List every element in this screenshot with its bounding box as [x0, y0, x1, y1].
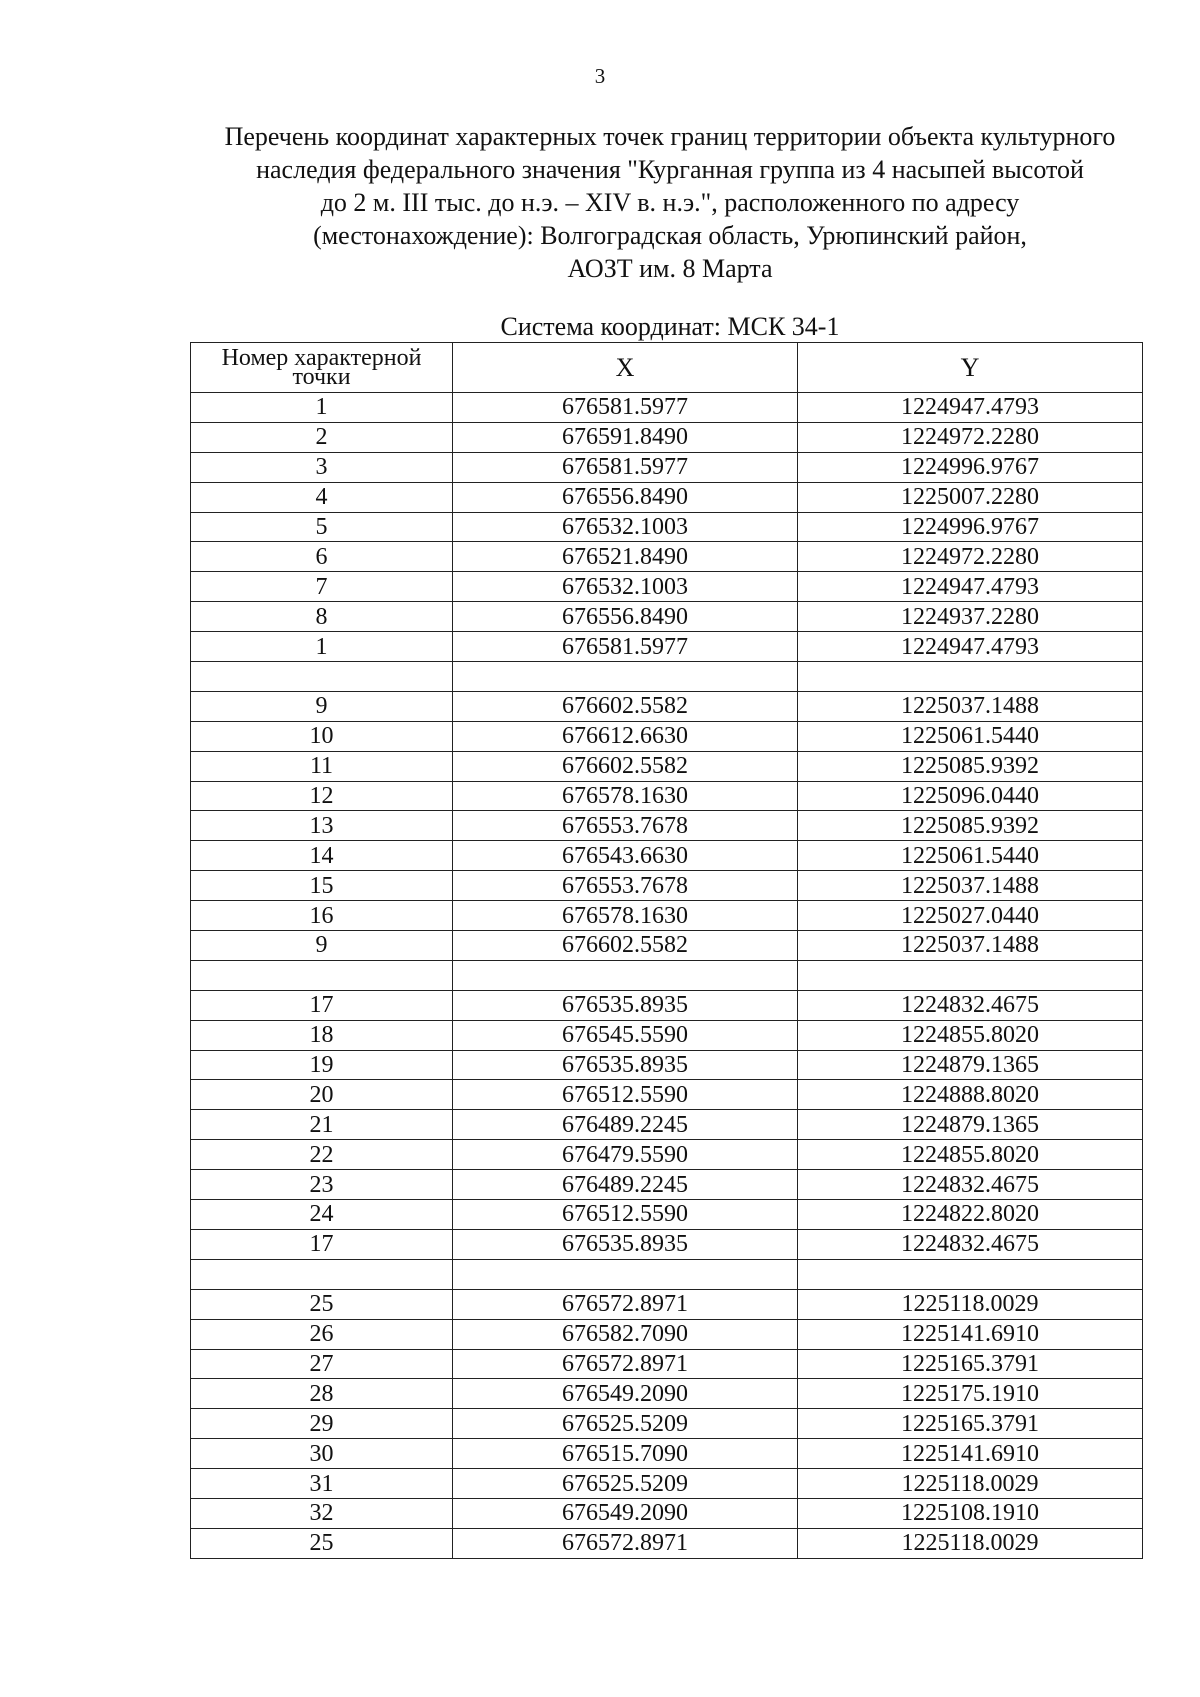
- header-x: X: [453, 343, 798, 393]
- point-number-cell: 22: [191, 1140, 453, 1170]
- table-row: [191, 1140, 1143, 1170]
- table-row: [191, 1349, 1143, 1379]
- y-cell: 1224947.4793: [798, 393, 1143, 423]
- heading-line: наследия федерального значения "Курганная группа из 4 насыпей высотой: [256, 155, 1084, 184]
- table-header-row: [191, 343, 1143, 393]
- point-number-cell: 20: [191, 1080, 453, 1110]
- point-number-cell: 11: [191, 751, 453, 781]
- x-cell: 676578.1630: [453, 781, 798, 811]
- x-cell: 676479.5590: [453, 1140, 798, 1170]
- y-cell: 1225108.1910: [798, 1498, 1143, 1528]
- point-number-cell: 17: [191, 990, 453, 1020]
- table-row: [191, 1050, 1143, 1080]
- table-row: [191, 931, 1143, 961]
- point-number-cell: 23: [191, 1170, 453, 1200]
- point-number-cell: 8: [191, 602, 453, 632]
- table-row: [191, 662, 1143, 692]
- y-cell: 1225141.6910: [798, 1319, 1143, 1349]
- table-row: [191, 990, 1143, 1020]
- x-cell: 676581.5977: [453, 632, 798, 662]
- x-cell: 676591.8490: [453, 422, 798, 452]
- table-row: [191, 452, 1143, 482]
- table-row: [191, 482, 1143, 512]
- table-row: [191, 751, 1143, 781]
- table-row: [191, 393, 1143, 423]
- x-cell: 676602.5582: [453, 691, 798, 721]
- table-row: [191, 1259, 1143, 1289]
- point-number-cell: 17: [191, 1229, 453, 1259]
- x-cell: [453, 960, 798, 990]
- point-number-cell: 7: [191, 572, 453, 602]
- point-number-cell: 12: [191, 781, 453, 811]
- table-row: [191, 632, 1143, 662]
- coordinate-system-label: Система координат: МСК 34-1: [500, 312, 840, 341]
- point-number-cell: 9: [191, 691, 453, 721]
- table-row: [191, 1379, 1143, 1409]
- header-point-number: Номер характерной точки: [191, 343, 453, 393]
- x-cell: 676556.8490: [453, 482, 798, 512]
- x-cell: 676489.2245: [453, 1110, 798, 1140]
- point-number-cell: 24: [191, 1200, 453, 1230]
- heading-line: (местонахождение): Волгоградская область, Урюпинский район,: [313, 221, 1027, 250]
- table-row: [191, 1498, 1143, 1528]
- table-row: [191, 1110, 1143, 1140]
- point-number-cell: 9: [191, 931, 453, 961]
- x-cell: 676556.8490: [453, 602, 798, 632]
- table-row: [191, 960, 1143, 990]
- x-cell: 676512.5590: [453, 1200, 798, 1230]
- point-number-cell: 15: [191, 871, 453, 901]
- point-number-cell: 27: [191, 1349, 453, 1379]
- point-number-cell: 28: [191, 1379, 453, 1409]
- table-row: [191, 691, 1143, 721]
- point-number-cell: 25: [191, 1528, 453, 1558]
- point-number-cell: 2: [191, 422, 453, 452]
- y-cell: 1224832.4675: [798, 1170, 1143, 1200]
- y-cell: 1225037.1488: [798, 871, 1143, 901]
- point-number-cell: 1: [191, 393, 453, 423]
- y-cell: 1224996.9767: [798, 512, 1143, 542]
- y-cell: 1225118.0029: [798, 1289, 1143, 1319]
- x-cell: 676535.8935: [453, 990, 798, 1020]
- point-number-cell: 32: [191, 1498, 453, 1528]
- heading-line: АОЗТ им. 8 Марта: [567, 254, 773, 283]
- point-number-cell: 30: [191, 1439, 453, 1469]
- x-cell: 676549.2090: [453, 1379, 798, 1409]
- header-y: Y: [798, 343, 1143, 393]
- x-cell: 676553.7678: [453, 811, 798, 841]
- x-cell: 676525.5209: [453, 1469, 798, 1499]
- y-cell: 1225007.2280: [798, 482, 1143, 512]
- heading-line: Перечень координат характерных точек границ территории объекта культурного: [224, 122, 1116, 151]
- x-cell: 676572.8971: [453, 1289, 798, 1319]
- x-cell: 676525.5209: [453, 1409, 798, 1439]
- table-row: [191, 602, 1143, 632]
- table-row: [191, 901, 1143, 931]
- y-cell: 1225061.5440: [798, 841, 1143, 871]
- x-cell: [453, 662, 798, 692]
- x-cell: [453, 1259, 798, 1289]
- y-cell: 1224879.1365: [798, 1110, 1143, 1140]
- table-row: [191, 1200, 1143, 1230]
- x-cell: 676535.8935: [453, 1050, 798, 1080]
- point-number-cell: 3: [191, 452, 453, 482]
- coordinates-table: [190, 342, 1143, 1559]
- point-number-cell: 25: [191, 1289, 453, 1319]
- y-cell: 1224855.8020: [798, 1020, 1143, 1050]
- table-row: [191, 542, 1143, 572]
- x-cell: 676602.5582: [453, 931, 798, 961]
- x-cell: 676602.5582: [453, 751, 798, 781]
- point-number-cell: 14: [191, 841, 453, 871]
- table-row: [191, 811, 1143, 841]
- table-row: [191, 1170, 1143, 1200]
- x-cell: 676582.7090: [453, 1319, 798, 1349]
- y-cell: 1225027.0440: [798, 901, 1143, 931]
- table-row: [191, 721, 1143, 751]
- point-number-cell: 31: [191, 1469, 453, 1499]
- y-cell: 1224832.4675: [798, 1229, 1143, 1259]
- table-row: [191, 1319, 1143, 1349]
- table-row: [191, 1080, 1143, 1110]
- document-heading: [150, 120, 1190, 285]
- point-number-cell: 13: [191, 811, 453, 841]
- y-cell: 1224879.1365: [798, 1050, 1143, 1080]
- x-cell: 676535.8935: [453, 1229, 798, 1259]
- y-cell: 1225165.3791: [798, 1349, 1143, 1379]
- y-cell: 1225037.1488: [798, 691, 1143, 721]
- point-number-cell: [191, 960, 453, 990]
- x-cell: 676581.5977: [453, 452, 798, 482]
- y-cell: 1225141.6910: [798, 1439, 1143, 1469]
- table-row: [191, 781, 1143, 811]
- y-cell: 1224832.4675: [798, 990, 1143, 1020]
- point-number-cell: [191, 662, 453, 692]
- table-row: [191, 841, 1143, 871]
- y-cell: 1225118.0029: [798, 1469, 1143, 1499]
- y-cell: 1225165.3791: [798, 1409, 1143, 1439]
- x-cell: 676553.7678: [453, 871, 798, 901]
- x-cell: 676543.6630: [453, 841, 798, 871]
- x-cell: 676512.5590: [453, 1080, 798, 1110]
- y-cell: 1224972.2280: [798, 422, 1143, 452]
- table-row: [191, 1289, 1143, 1319]
- y-cell: 1225175.1910: [798, 1379, 1143, 1409]
- x-cell: 676515.7090: [453, 1439, 798, 1469]
- point-number-cell: 18: [191, 1020, 453, 1050]
- y-cell: [798, 960, 1143, 990]
- point-number-cell: 1: [191, 632, 453, 662]
- y-cell: 1225118.0029: [798, 1528, 1143, 1558]
- y-cell: 1225096.0440: [798, 781, 1143, 811]
- x-cell: 676572.8971: [453, 1528, 798, 1558]
- y-cell: 1225061.5440: [798, 721, 1143, 751]
- heading-line: до 2 м. III тыс. до н.э. – XIV в. н.э.", расположенного по адресу: [320, 188, 1020, 217]
- y-cell: 1225037.1488: [798, 931, 1143, 961]
- table-row: [191, 1229, 1143, 1259]
- table-body: [191, 393, 1143, 1559]
- x-cell: 676489.2245: [453, 1170, 798, 1200]
- x-cell: 676532.1003: [453, 572, 798, 602]
- table-row: [191, 1469, 1143, 1499]
- point-number-cell: 16: [191, 901, 453, 931]
- y-cell: [798, 662, 1143, 692]
- x-cell: 676549.2090: [453, 1498, 798, 1528]
- table-row: [191, 1528, 1143, 1558]
- point-number-cell: 29: [191, 1409, 453, 1439]
- page-number: 3: [594, 64, 606, 88]
- table-row: [191, 422, 1143, 452]
- x-cell: 676578.1630: [453, 901, 798, 931]
- table-row: [191, 512, 1143, 542]
- y-cell: 1224996.9767: [798, 452, 1143, 482]
- y-cell: 1224972.2280: [798, 542, 1143, 572]
- y-cell: 1225085.9392: [798, 811, 1143, 841]
- x-cell: 676545.5590: [453, 1020, 798, 1050]
- point-number-cell: 26: [191, 1319, 453, 1349]
- x-cell: 676521.8490: [453, 542, 798, 572]
- point-number-cell: [191, 1259, 453, 1289]
- x-cell: 676612.6630: [453, 721, 798, 751]
- y-cell: 1224947.4793: [798, 572, 1143, 602]
- table-row: [191, 1439, 1143, 1469]
- y-cell: 1224855.8020: [798, 1140, 1143, 1170]
- y-cell: 1224888.8020: [798, 1080, 1143, 1110]
- table-row: [191, 572, 1143, 602]
- y-cell: [798, 1259, 1143, 1289]
- point-number-cell: 5: [191, 512, 453, 542]
- x-cell: 676572.8971: [453, 1349, 798, 1379]
- y-cell: 1224822.8020: [798, 1200, 1143, 1230]
- point-number-cell: 10: [191, 721, 453, 751]
- point-number-cell: 6: [191, 542, 453, 572]
- point-number-cell: 19: [191, 1050, 453, 1080]
- table-row: [191, 1409, 1143, 1439]
- y-cell: 1225085.9392: [798, 751, 1143, 781]
- y-cell: 1224947.4793: [798, 632, 1143, 662]
- point-number-cell: 4: [191, 482, 453, 512]
- table-row: [191, 1020, 1143, 1050]
- x-cell: 676581.5977: [453, 393, 798, 423]
- x-cell: 676532.1003: [453, 512, 798, 542]
- point-number-cell: 21: [191, 1110, 453, 1140]
- table-row: [191, 871, 1143, 901]
- y-cell: 1224937.2280: [798, 602, 1143, 632]
